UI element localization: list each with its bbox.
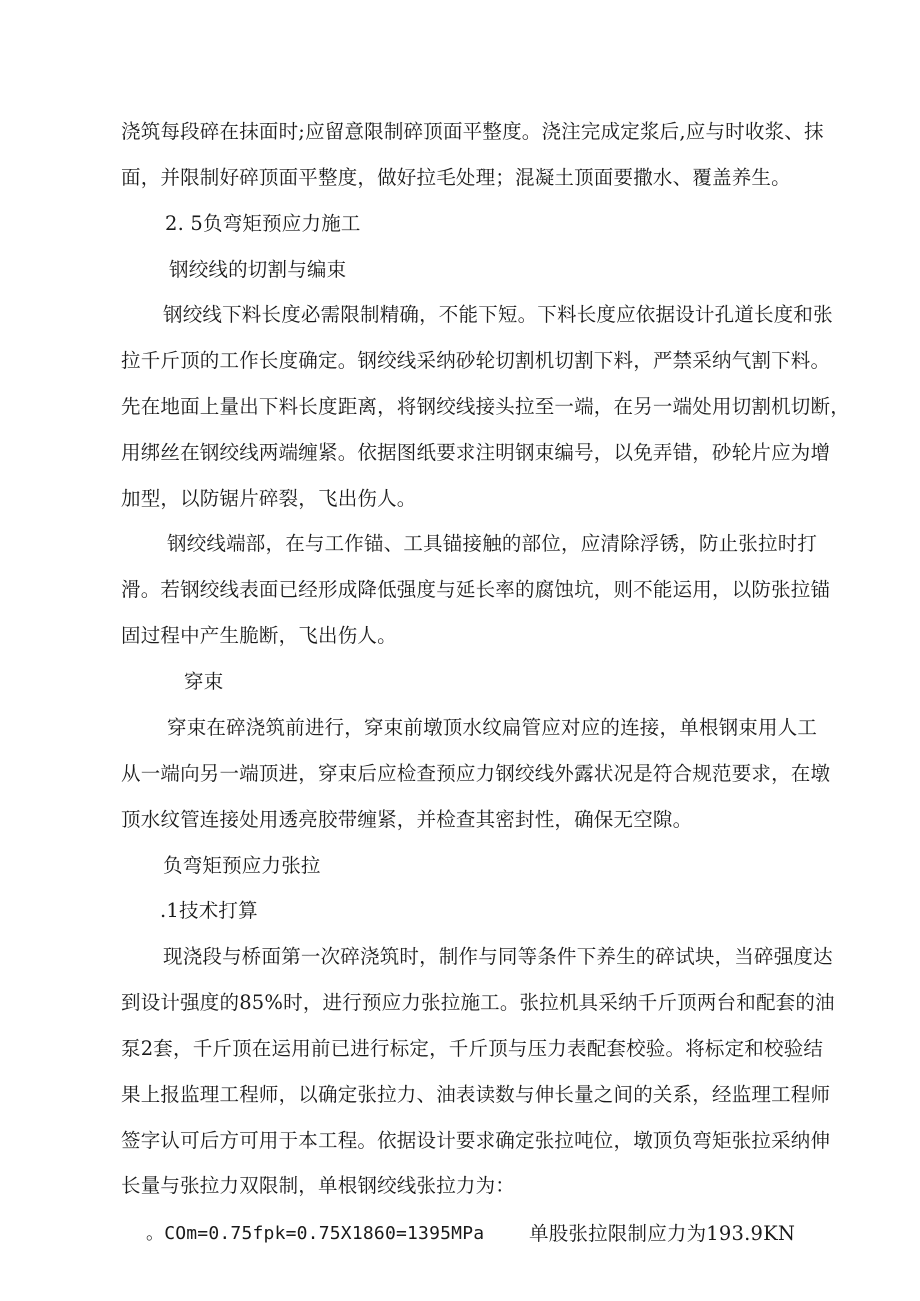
paragraph-line: 穿束在碎浇筑前进行，穿束前墩顶水纹扁管应对应的连接，单根钢束用人工 xyxy=(167,716,818,739)
paragraph-line: 固过程中产生脆断，飞出伤人。 xyxy=(121,624,397,647)
section-heading: 2. 5负弯矩预应力施工 xyxy=(165,212,361,235)
subsection-heading: .1技术打算 xyxy=(160,899,258,922)
formula-note: 单股张拉限制应力为193.9KN xyxy=(529,1222,796,1245)
formula-line: 。COm=0.75fpk=0.75X1860=1395MPa xyxy=(146,1223,485,1244)
text-line: 浇筑每段碎在抹面时;应留意限制碎顶面平整度。浇注完成定浆后,应与时收浆、抹 xyxy=(121,120,824,143)
paragraph-line: 先在地面上量出下料长度距离，将钢绞线接头拉至一端，在另一端处用切割机切断， xyxy=(121,395,850,418)
paragraph-line: 用绑丝在钢绞线两端缠紧。依据图纸要求注明钢束编号，以免弄错，砂轮片应为增 xyxy=(121,441,831,464)
paragraph-line: 钢绞线下料长度必需限制精确，不能下短。下料长度应依据设计孔道长度和张 xyxy=(163,303,833,326)
paragraph-line: 面，并限制好碎顶面平整度，做好拉毛处理；混凝土顶面要撒水、覆盖养生。 xyxy=(121,166,791,189)
paragraph-line: 拉千斤顶的工作长度确定。钢绞线采纳砂轮切割机切割下料，严禁采纳气割下料。 xyxy=(121,349,831,372)
paragraph-line xyxy=(121,120,853,144)
paragraph-line: 泵2套，千斤顶在运用前已进行标定，千斤顶与压力表配套校验。将标定和校验结 xyxy=(121,1037,824,1060)
paragraph-line: 钢绞线端部，在与工作锚、工具锚接触的部位，应清除浮锈，防止张拉时打 xyxy=(167,532,818,555)
paragraph-line: 从一端向另一端顶进，穿束后应检查预应力钢绞线外露状况是符合规范要求，在墩 xyxy=(121,762,831,785)
paragraph-line: 顶水纹管连接处用透亮胶带缠紧，并检查其密封性，确保无空隙。 xyxy=(121,808,693,831)
paragraph-line: 滑。若钢绞线表面已经形成降低强度与延长率的腐蚀坑，则不能运用，以防张拉锚 xyxy=(121,578,831,601)
paragraph-line: 现浇段与桥面第一次碎浇筑时，制作与同等条件下养生的碎试块，当碎强度达 xyxy=(163,945,833,968)
paragraph-line: 签字认可后方可用于本工程。依据设计要求确定张拉吨位，墩顶负弯矩张拉采纳伸 xyxy=(121,1129,831,1152)
paragraph-line: 到设计强度的85%时，进行预应力张拉施工。张拉机具采纳千斤顶两台和配套的油 xyxy=(121,991,835,1014)
subsection-heading: 穿束 xyxy=(184,670,224,693)
paragraph-line: 果上报监理工程师，以确定张拉力、油表读数与伸长量之间的关系，经监理工程师 xyxy=(121,1083,831,1106)
subsection-heading: 钢绞线的切割与编束 xyxy=(169,258,347,281)
subsection-heading: 负弯矩预应力张拉 xyxy=(163,854,321,877)
paragraph-line: 加型，以防锯片碎裂，飞出伤人。 xyxy=(121,487,417,510)
paragraph-line: 长量与张拉力双限制，单根钢绞线张拉力为： xyxy=(121,1174,516,1197)
